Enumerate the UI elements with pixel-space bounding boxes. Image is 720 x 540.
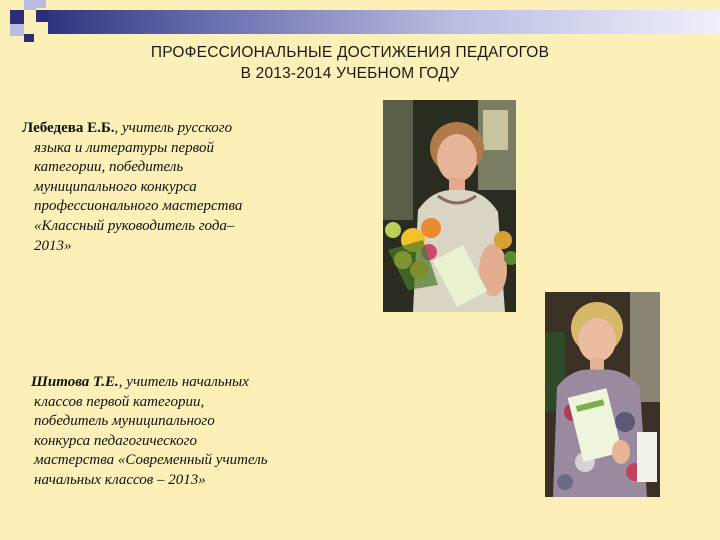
teacher-2-photo-illustration — [545, 292, 660, 497]
teacher-1-line: 2013» — [34, 237, 72, 254]
title-line-1: ПРОФЕССИОНАЛЬНЫЕ ДОСТИЖЕНИЯ ПЕДАГОГОВ — [150, 44, 550, 61]
teacher-2-line: конкурса педагогического — [34, 432, 198, 449]
teacher-2-line: , учитель начальных — [118, 374, 249, 390]
teacher-1-line: языка и литературы первой — [34, 139, 214, 156]
title-line-2: В 2013-2014 УЧЕБНОМ ГОДУ — [240, 65, 460, 82]
teacher-2-name: Шитова Т.Е. — [31, 374, 119, 390]
decor-square — [10, 10, 24, 24]
teacher-2-line: мастерства «Современный учитель — [34, 452, 268, 469]
decor-square — [24, 0, 36, 10]
decor-square — [10, 24, 24, 36]
decor-header-bar — [48, 10, 720, 34]
teacher-2-line: победитель муниципального — [34, 413, 215, 430]
decor-square — [36, 0, 46, 8]
teacher-1-photo — [383, 100, 516, 312]
teacher-2-line: начальных классов – 2013» — [34, 471, 206, 488]
teacher-2-line: классов первой категории, — [34, 393, 205, 410]
decor-square — [36, 10, 48, 22]
teacher-2-photo — [545, 292, 660, 497]
teacher-1-name: Лебедева Е.Б. — [22, 120, 115, 136]
teacher-2-description — [31, 373, 268, 491]
teacher-1-line: профессионального мастерства — [34, 198, 243, 215]
page-title — [60, 42, 640, 84]
teacher-1-photo-illustration — [383, 100, 516, 312]
teacher-1-line: «Классный руководитель года– — [34, 217, 235, 234]
decor-square — [24, 34, 34, 42]
teacher-1-description — [22, 119, 242, 256]
teacher-1-line: , учитель русского — [114, 120, 233, 136]
teacher-1-line: категории, победитель — [34, 159, 184, 176]
teacher-1-line: муниципального конкурса — [34, 178, 197, 195]
